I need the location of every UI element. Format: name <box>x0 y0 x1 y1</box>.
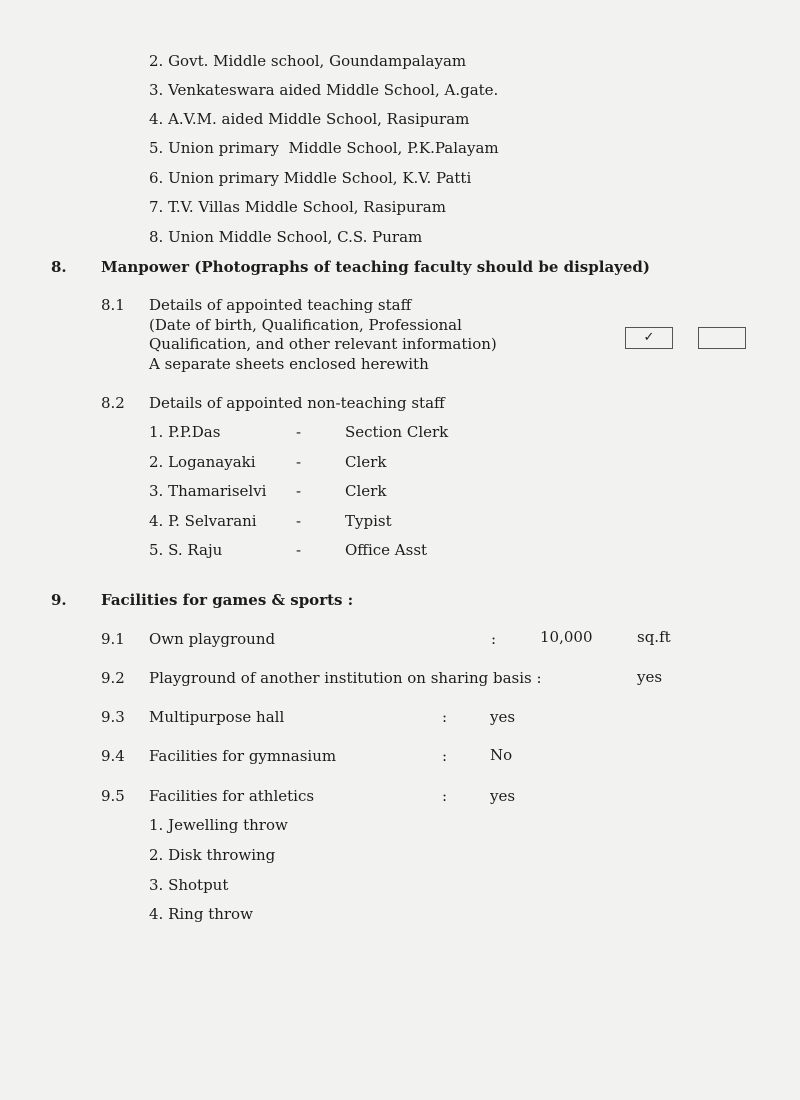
item-colon: : <box>442 787 448 805</box>
staff-name: 4. P. Selvarani <box>149 512 257 530</box>
staff-role: Clerk <box>345 482 387 500</box>
text-line: Qualification, and other relevant information) <box>149 335 497 353</box>
item-label: Facilities for athletics <box>149 787 315 805</box>
list-item: 3. Venkateswara aided Middle School, A.gate. <box>149 81 499 99</box>
item-value: yes <box>637 668 663 686</box>
staff-name: 2. Loganayaki <box>149 453 256 471</box>
item-colon: : <box>442 708 448 726</box>
item-value: 10,000 <box>540 628 593 646</box>
subsection-number: 9.2 <box>101 669 125 687</box>
item-colon: : <box>491 630 497 648</box>
checkbox-yes[interactable]: ✓ <box>625 327 673 349</box>
list-item: 4. A.V.M. aided Middle School, Rasipuram <box>149 110 470 128</box>
section-number: 9. <box>51 591 67 609</box>
subsection-title: Details of appointed non-teaching staff <box>149 394 445 412</box>
item-label: Own playground <box>149 630 276 648</box>
item-unit: sq.ft <box>637 628 671 646</box>
subsection-number: 9.5 <box>101 787 125 805</box>
list-item: 3. Shotput <box>149 876 229 894</box>
text-line: (Date of birth, Qualification, Professional <box>149 316 462 334</box>
section-number: 8. <box>51 258 67 276</box>
list-item: 8. Union Middle School, C.S. Puram <box>149 228 423 246</box>
list-item: 6. Union primary Middle School, K.V. Patti <box>149 169 472 187</box>
staff-name: 5. S. Raju <box>149 541 223 559</box>
subsection-number: 9.3 <box>101 708 125 726</box>
staff-role: Office Asst <box>345 541 428 559</box>
list-item: 2. Govt. Middle school, Goundampalayam <box>149 52 467 70</box>
staff-dash: - <box>296 482 302 500</box>
section-title: Facilities for games & sports : <box>101 591 354 609</box>
staff-name: 3. Thamariselvi <box>149 482 267 500</box>
staff-role: Clerk <box>345 453 387 471</box>
text-line: A separate sheets enclosed herewith <box>149 355 429 373</box>
subsection-number: 8.1 <box>101 296 125 314</box>
staff-dash: - <box>296 541 302 559</box>
list-item: 1. Jewelling throw <box>149 816 288 834</box>
subsection-number: 9.4 <box>101 747 125 765</box>
list-item: 2. Disk throwing <box>149 846 276 864</box>
subsection-number: 9.1 <box>101 630 125 648</box>
subsection-number: 8.2 <box>101 394 125 412</box>
item-value: yes <box>490 708 516 726</box>
staff-role: Section Clerk <box>345 423 449 441</box>
list-item: 7. T.V. Villas Middle School, Rasipuram <box>149 198 446 216</box>
checkbox-no[interactable] <box>698 327 746 349</box>
staff-dash: - <box>296 512 302 530</box>
staff-dash: - <box>296 453 302 471</box>
item-label: Facilities for gymnasium <box>149 747 337 765</box>
item-value: No <box>490 746 513 764</box>
list-item: 4. Ring throw <box>149 905 253 923</box>
item-label: Playground of another institution on sharing basis : <box>149 669 542 687</box>
list-item: 5. Union primary Middle School, P.K.Palayam <box>149 139 499 157</box>
item-value: yes <box>490 787 516 805</box>
staff-dash: - <box>296 423 302 441</box>
text-line: Details of appointed teaching staff <box>149 296 412 314</box>
item-colon: : <box>442 747 448 765</box>
staff-role: Typist <box>345 512 392 530</box>
section-title: Manpower (Photographs of teaching faculty should be displayed) <box>101 258 651 276</box>
item-label: Multipurpose hall <box>149 708 285 726</box>
staff-name: 1. P.P.Das <box>149 423 221 441</box>
